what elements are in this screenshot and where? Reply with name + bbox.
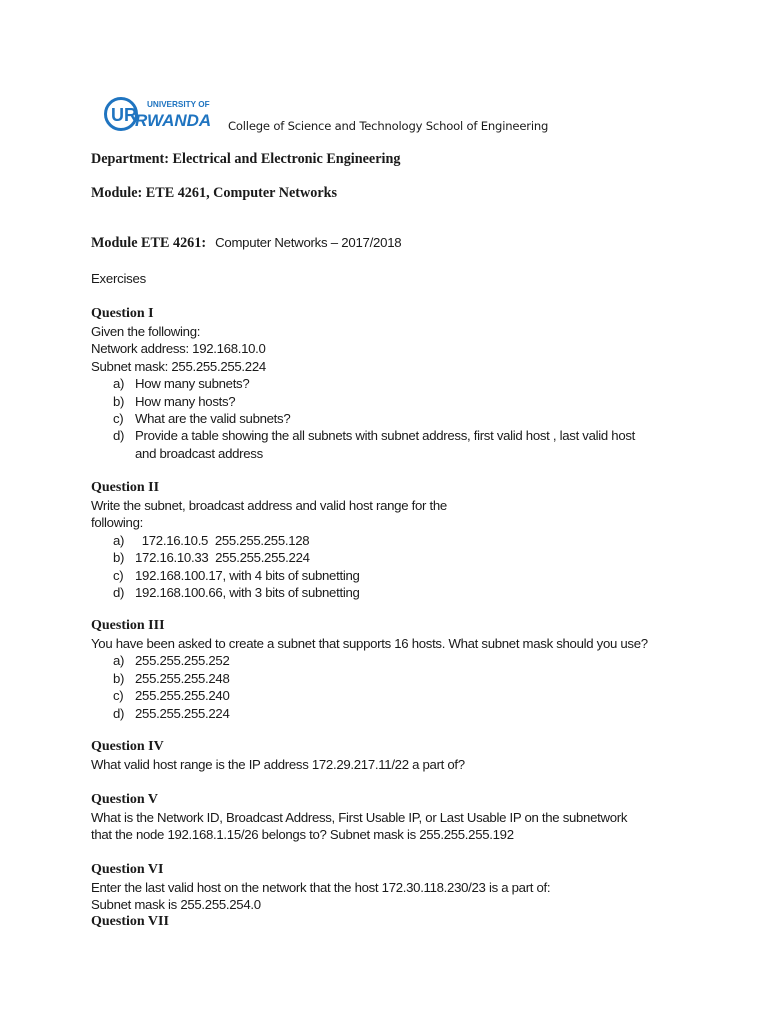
option-text: How many hosts?: [135, 393, 236, 409]
option-item: [91, 705, 691, 722]
option-text: 255.255.255.248: [135, 670, 230, 686]
question-text: Network address: 192.168.10.0: [91, 341, 266, 357]
option-text: 255.255.255.240: [135, 688, 230, 704]
question-text: Subnet mask is 255.255.254.0: [91, 897, 261, 913]
question-text: following:: [91, 515, 143, 531]
question-title: Question IV: [91, 739, 164, 754]
option-text: 172.16.10.5 255.255.255.128: [135, 532, 310, 548]
question-title: Question VI: [91, 862, 164, 877]
module-heading: Module: ETE 4261, Computer Networks: [91, 185, 338, 201]
option-marker: a): [113, 376, 125, 392]
option-text: What are the valid subnets?: [135, 411, 291, 427]
question-text: What valid host range is the IP address 172.29.217.11/22 a part of?: [91, 757, 465, 772]
option-marker: a): [113, 532, 125, 548]
logo-line1: UNIVERSITY OF: [147, 100, 210, 109]
option-text: 255.255.255.252: [135, 653, 230, 669]
option-text: 192.168.100.17, with 4 bits of subnetting: [135, 567, 360, 583]
option-marker: b): [113, 550, 125, 566]
option-item: [91, 584, 691, 601]
question-text: You have been asked to create a subnet that supports 16 hosts. What subnet mask should you use?: [91, 636, 648, 651]
logo-line2: RWANDA: [135, 111, 212, 130]
option-item: [91, 670, 691, 687]
department-heading: Department: Electrical and Electronic Engineering: [91, 151, 401, 167]
question-title: Question V: [91, 792, 159, 807]
option-item: [91, 687, 691, 704]
option-text: How many subnets?: [135, 376, 250, 392]
university-logo: [103, 96, 221, 132]
question-2: [91, 479, 691, 601]
question-3: [91, 617, 691, 722]
options-list: [91, 532, 691, 602]
option-marker: d): [113, 705, 125, 721]
option-text: 172.16.10.33 255.255.255.224: [135, 550, 310, 566]
college-name: College of Science and Technology School of Engineering: [228, 119, 549, 133]
question-4: [91, 738, 691, 773]
question-5: [91, 791, 691, 844]
question-title: Question III: [91, 618, 165, 633]
option-item: [91, 652, 691, 669]
option-text: 255.255.255.224: [135, 705, 230, 721]
option-marker: d): [113, 585, 125, 601]
option-marker: b): [113, 393, 125, 409]
question-text: that the node 192.168.1.15/26 belongs to? Subnet mask is 255.255.255.192: [91, 827, 514, 843]
options-list: [91, 375, 691, 462]
option-marker: c): [113, 411, 124, 427]
option-item: [91, 375, 691, 392]
question-7: [91, 913, 691, 931]
question-text: Write the subnet, broadcast address and valid host range for the: [91, 498, 447, 513]
module-label: Module ETE 4261:: [91, 235, 207, 251]
options-list: [91, 652, 691, 722]
option-marker: d): [113, 428, 125, 444]
module-value: Computer Networks – 2017/2018: [215, 235, 402, 250]
option-item: [91, 393, 691, 410]
module-line: [91, 235, 401, 252]
option-item: [91, 532, 691, 549]
question-text: What is the Network ID, Broadcast Address, First Usable IP, or Last Usable IP on the subnetwork: [91, 810, 628, 825]
question-text: Subnet mask: 255.255.255.224: [91, 358, 266, 374]
question-1: [91, 305, 691, 462]
question-text: Enter the last valid host on the network that the host 172.30.118.230/23 is a part of:: [91, 880, 551, 895]
option-marker: b): [113, 670, 125, 686]
question-title: Question II: [91, 480, 160, 495]
option-text: Provide a table showing the all subnets with subnet address, first valid host , last valid host and broadcast address: [135, 428, 636, 461]
question-title: Question VII: [91, 914, 169, 929]
logo-mark: UR: [111, 105, 137, 125]
option-text: 192.168.100.66, with 3 bits of subnetting: [135, 585, 360, 601]
option-marker: c): [113, 567, 124, 583]
option-item: [91, 567, 691, 584]
option-item: [91, 549, 691, 566]
option-marker: c): [113, 688, 124, 704]
option-item: [91, 427, 655, 462]
option-marker: a): [113, 653, 125, 669]
question-text: Given the following:: [91, 324, 201, 339]
question-6: [91, 861, 691, 914]
question-title: Question I: [91, 306, 154, 321]
exercises-label: Exercises: [91, 271, 146, 286]
option-item: [91, 410, 691, 427]
